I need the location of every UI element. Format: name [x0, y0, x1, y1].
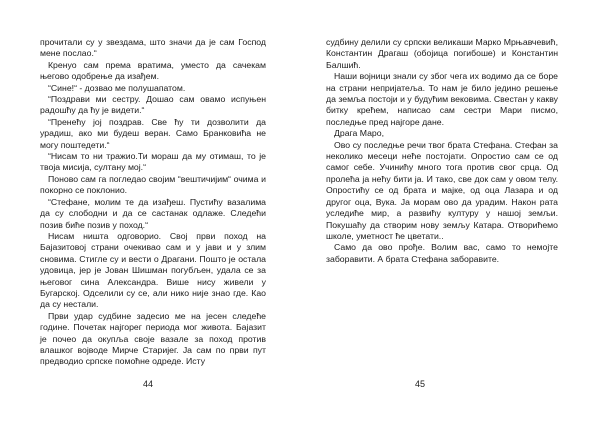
paragraph: “Нисам то ни тражио.Ти мораш да му отимаш, то је твоја мисија, султану мој.“ — [40, 151, 266, 173]
paragraph: Наши војници знали су због чега их водимо да се боре на страни непријатеља. То нам је било једино решење да земља постоји и у будућим вековима. Свестан у какву битку крећем, написао сам сестри Мари писмо, последње пред најгоре дане. — [326, 71, 558, 127]
paragraph: Нисам ништа одговорио. Свој први поход на Бајазитовој страни очекивао сам и у јави и у злим сновима. Стигле су и вести о Драгани. Пошто је остала удовица, јер је Јован Шишман погубљен, удала се за његовог сина Александра. Више нису живели у Бугарској. Одселили су се, али нико није знао где. Као да су нестали. — [40, 230, 266, 310]
paragraph: Први удар судбине задесио ме на јесен следеће године. Почетак најгорег периода мог живота. Бајазит је почео да окупља своје вазале за поход против влашког војводе Мирче Старијег. Ја сам по први пут предводио српске помоћне одреде. Исту — [40, 310, 266, 367]
paragraph: судбину делили су српски великаши Марко Мрњавчевић, Константин Драгаш (обојица погибоше) и Константин Балшић. — [326, 37, 558, 70]
paragraph: Само да ово прође. Волим вас, само то немојте заборавити. А брата Стефана заборавите. — [326, 242, 558, 264]
paragraph: прочитали су у звездама, што значи да је сам Господ мене послао.“ — [40, 37, 266, 59]
paragraph: “Сине!“ - дозвао ме полушапатом. — [48, 82, 186, 93]
paragraph: Ово су последње речи твог брата Стефана. Стефан за неколико месеци неће постојати. Опростио сам се од самог себе. Учинићу много тога против свог срца. Од пролећа ја нећу бити ја. И тако, све док сам у овом телу. Опростићу се од брата и мајке, од оца Лазара и од другог оца, Вука. Ја морам ово да урадим. Након рата уследиће мир, а развићу културу у нашој земљи. Покушаћу да створим нову земљу Катара. Отворићемо школе, уметност ће цветати.. — [326, 139, 558, 241]
page-number: 44 — [143, 379, 154, 389]
left-page-text — [40, 37, 266, 368]
paragraph: “Стефане, молим те да изађеш. Пустићу вазалима да су слободни и да се састанак одлаже. Следећи позив биће позив у поход.“ — [40, 196, 266, 230]
paragraph: “Поздрави ми сестру. Дошао сам овамо испуњен радошћу да ћу је видети.“ — [40, 94, 266, 116]
paragraph: “Пренећу јој поздрав. Све ћу ти дозволити да урадиш, ако ми будеш веран. Само Бранковића не могу поштедети.“ — [40, 116, 266, 150]
paragraph: Драга Маро, — [334, 128, 385, 139]
right-page-text — [326, 37, 558, 265]
page-number: 45 — [415, 379, 426, 389]
right-page — [300, 0, 600, 424]
paragraph: Поново сам га погледао својим “вештичијим“ очима и покорно се поклонио. — [40, 173, 266, 196]
paragraph: Кренуо сам према вратима, уместо да сачекам његово одобрење да изађем. — [40, 59, 266, 82]
